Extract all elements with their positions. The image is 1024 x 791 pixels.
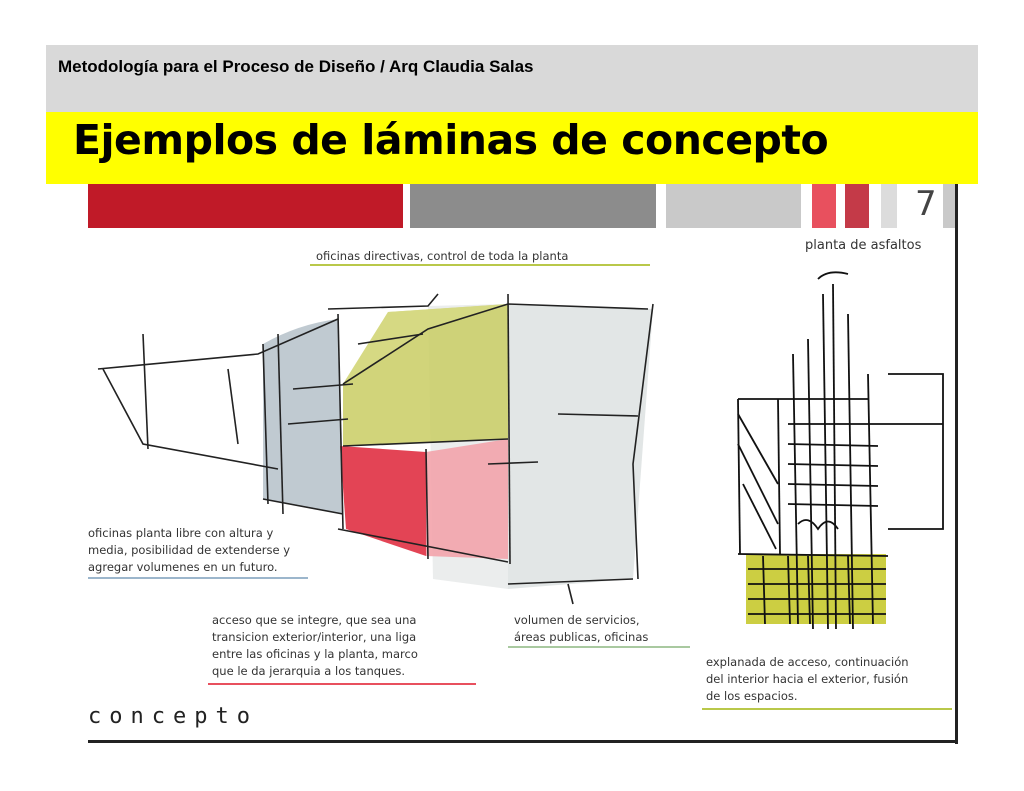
note-plaza-line-1: explanada de acceso, continuación <box>706 655 909 669</box>
note-top <box>316 248 568 265</box>
concept-board <box>88 184 958 744</box>
note-left-line-1: oficinas planta libre con altura y <box>88 526 274 540</box>
course-title: Metodología para el Proceso de Diseño / Arq Claudia Salas <box>58 57 534 76</box>
note-left <box>88 525 290 576</box>
board-title: planta de asfaltos <box>805 238 922 253</box>
note-access-underline <box>208 683 476 685</box>
access-block <box>340 446 426 556</box>
note-access-line-4: que le da jerarquia a los tanques. <box>212 664 406 678</box>
note-left-line-3: agregar volumenes en un futuro. <box>88 560 278 574</box>
strip-gray <box>410 184 656 228</box>
note-top-text: oficinas directivas, control de toda la planta <box>316 249 569 263</box>
board-number: 7 <box>915 184 937 224</box>
note-services <box>514 612 648 646</box>
board-bottom-line <box>88 740 958 743</box>
note-access-line-1: acceso que se integre, que sea una <box>212 613 417 627</box>
strip-edge <box>943 184 955 228</box>
strip-pink <box>812 184 836 228</box>
note-top-underline <box>310 264 650 266</box>
office-volume <box>263 319 343 514</box>
note-plaza <box>706 654 909 705</box>
note-left-line-2: media, posibilidad de extenderse y <box>88 543 291 557</box>
strip-pale <box>881 184 897 228</box>
note-access-line-3: entre las oficinas y la planta, marco <box>212 647 418 661</box>
board-footer: concepto <box>88 704 258 729</box>
note-services-underline <box>508 646 690 648</box>
slide-title: Ejemplos de láminas de concepto <box>73 116 829 164</box>
strip-red <box>88 184 403 228</box>
note-services-line-2: áreas publicas, oficinas <box>514 630 649 644</box>
header-bar <box>46 45 978 112</box>
note-access-line-2: transicion exterior/interior, una liga <box>212 630 417 644</box>
note-plaza-line-3: de los espacios. <box>706 689 798 703</box>
board-right-edge <box>955 184 958 744</box>
strip-dark-pink <box>845 184 869 228</box>
note-access <box>212 612 418 680</box>
strip-light-gray <box>666 184 801 228</box>
note-services-line-1: volumen de servicios, <box>514 613 640 627</box>
note-plaza-line-2: del interior hacia el exterior, fusión <box>706 672 909 686</box>
service-volume <box>508 304 653 589</box>
note-left-underline <box>88 577 308 579</box>
note-plaza-underline <box>702 708 952 710</box>
access-side <box>426 439 508 559</box>
